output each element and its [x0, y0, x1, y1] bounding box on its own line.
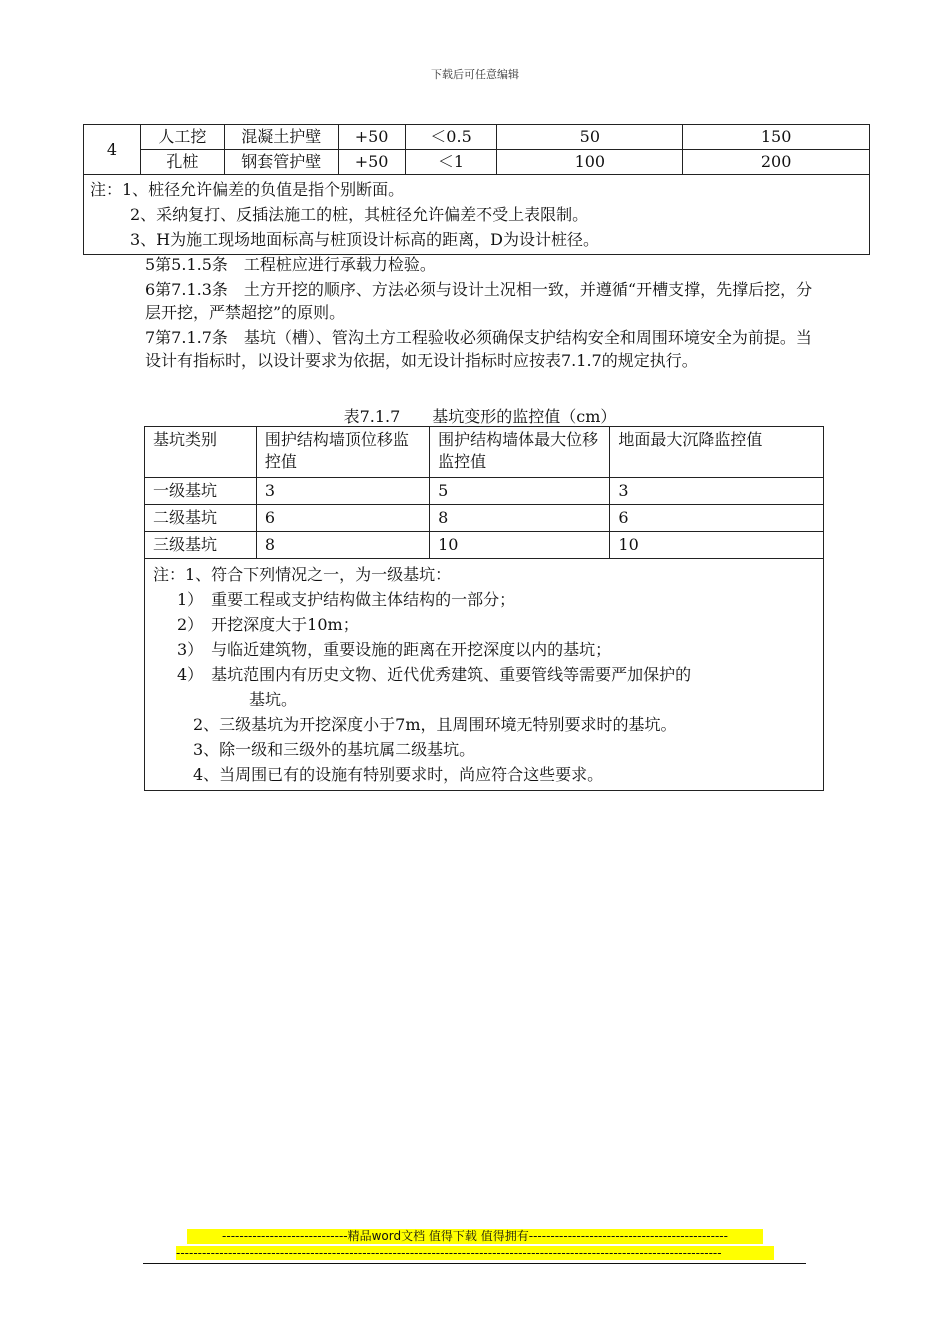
- note-line: 3、除一级和三级外的基坑属二级基坑。: [193, 740, 476, 759]
- excavation-monitoring-table: [144, 426, 824, 791]
- row-number: 4: [84, 125, 141, 175]
- header-cell: 地面最大沉降监控值: [610, 427, 824, 478]
- value-cell: 10: [430, 532, 610, 559]
- value-cell: 100: [497, 150, 683, 175]
- note-line: 基坑。: [249, 690, 298, 709]
- method-cell: 孔桩: [140, 150, 224, 175]
- note-line: 2、采纳复打、反插法施工的桩，其桩径允许偏差不受上表限制。: [130, 205, 589, 224]
- paragraph: 7第7.1.7条 基坑（槽）、管沟土方工程验收必须确保支护结构安全和周围环境安全为前提。当设计有指标时，以设计要求为依据，如无设计指标时应按表7.1.7的规定执行。: [145, 328, 812, 370]
- value-cell: 10: [610, 532, 824, 559]
- value-cell: +50: [338, 125, 405, 150]
- body-paragraphs: [145, 253, 815, 374]
- value-cell: 8: [256, 532, 429, 559]
- note-line: 2、三级基坑为开挖深度小于7m，且周围环境无特别要求时的基坑。: [193, 715, 677, 734]
- page-header: 下载后可任意编辑: [431, 68, 519, 81]
- wall-cell: 混凝土护壁: [224, 125, 338, 150]
- footer-banner: -----------------------------精品word文档 值得下载 值得拥有----------------------------------------------: [187, 1229, 763, 1244]
- header-cell: 围护结构墙体最大位移监控值: [430, 427, 610, 478]
- paragraph: 6第7.1.3条 土方开挖的顺序、方法必须与设计土况相一致，并遵循“开槽支撑，先撑后挖，分层开挖，严禁超挖”的原则。: [145, 280, 813, 322]
- method-cell: 人工挖: [140, 125, 224, 150]
- value-cell: +50: [338, 150, 405, 175]
- pile-tolerance-table: [83, 124, 870, 255]
- paragraph: 5第5.1.5条 工程桩应进行承载力检验。: [145, 255, 436, 274]
- note-line: 4） 基坑范围内有历史文物、近代优秀建筑、重要管线等需要严加保护的: [177, 665, 692, 684]
- value-cell: 6: [256, 505, 429, 532]
- value-cell: 5: [430, 478, 610, 505]
- note-line: 注：1、符合下列情况之一，为一级基坑：: [153, 565, 452, 584]
- value-cell: 8: [430, 505, 610, 532]
- wall-cell: 钢套管护壁: [224, 150, 338, 175]
- value-cell: 6: [610, 505, 824, 532]
- note-line: 3） 与临近建筑物，重要设施的距离在开挖深度以内的基坑；: [177, 640, 612, 659]
- note-line: 注：1、桩径允许偏差的负值是指个别断面。: [90, 180, 405, 199]
- value-cell: 200: [683, 150, 870, 175]
- footer-dashes: ------------------------------------------------------------------------------------------------------------------------------: [176, 1246, 774, 1260]
- table-notes: [84, 175, 870, 255]
- header-cell: 基坑类别: [145, 427, 257, 478]
- value-cell: 3: [256, 478, 429, 505]
- note-line: 2） 开挖深度大于10m；: [177, 615, 359, 634]
- note-line: 3、H为施工现场地面标高与桩顶设计标高的距离，D为设计桩径。: [130, 230, 599, 249]
- category-cell: 三级基坑: [145, 532, 257, 559]
- value-cell: ＜1: [405, 150, 497, 175]
- table-notes: [145, 559, 824, 791]
- category-cell: 二级基坑: [145, 505, 257, 532]
- value-cell: 50: [497, 125, 683, 150]
- value-cell: ＜0.5: [405, 125, 497, 150]
- header-cell: 围护结构墙顶位移监控值: [256, 427, 429, 478]
- value-cell: 150: [683, 125, 870, 150]
- value-cell: 3: [610, 478, 824, 505]
- table-caption: 表7.1.7 基坑变形的监控值（cm）: [343, 407, 617, 426]
- note-line: 4、当周围已有的设施有特别要求时，尚应符合这些要求。: [193, 765, 604, 784]
- category-cell: 一级基坑: [145, 478, 257, 505]
- note-line: 1） 重要工程或支护结构做主体结构的一部分；: [177, 590, 516, 609]
- footer-rule: [143, 1263, 806, 1264]
